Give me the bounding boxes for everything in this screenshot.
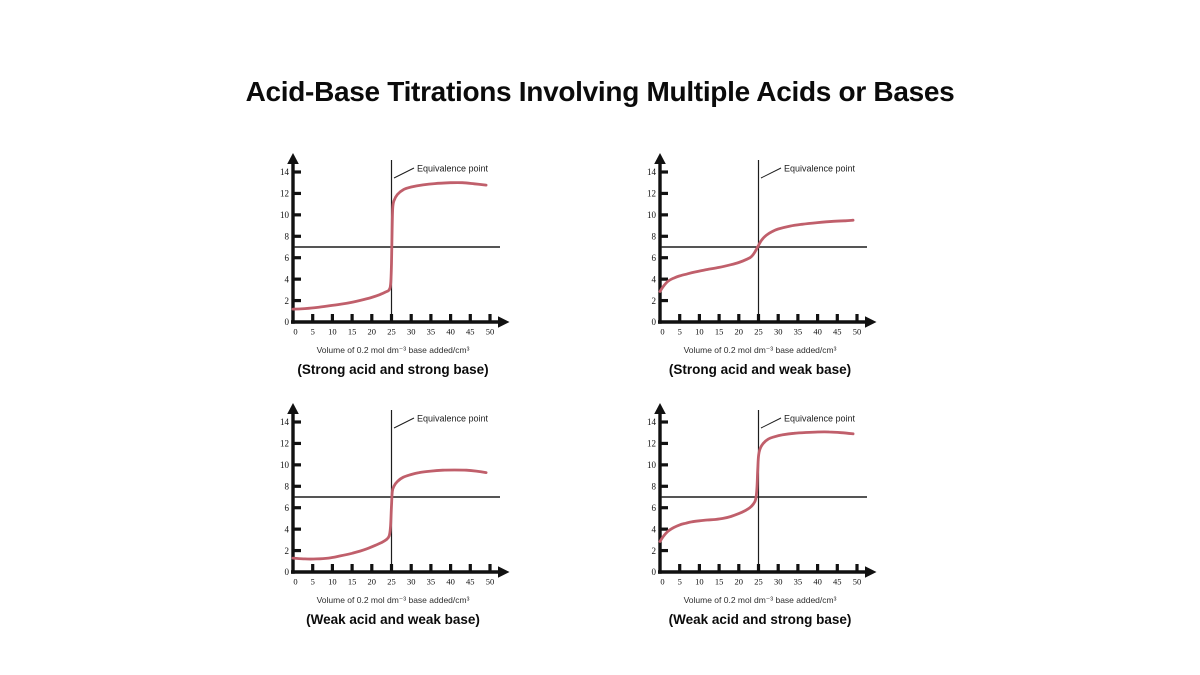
x-tick-label: 30	[406, 326, 416, 337]
chart-strong-acid-weak-base	[635, 152, 885, 402]
x-tick-label: 10	[328, 326, 337, 337]
y-tick	[660, 463, 668, 466]
x-tick	[331, 314, 334, 322]
x-tick-label: 5	[677, 326, 682, 337]
x-tick-label: 30	[406, 576, 416, 587]
y-axis-arrow-icon	[287, 403, 299, 414]
x-tick-label: 15	[347, 576, 357, 587]
x-tick	[796, 564, 799, 572]
x-tick	[836, 564, 839, 572]
titration-plot-strong-weak	[635, 152, 885, 344]
y-tick	[660, 528, 668, 531]
x-axis-arrow-icon	[865, 316, 877, 328]
equivalence-pointer-line	[761, 168, 781, 178]
equivalence-point-label: Equivalence point	[417, 163, 489, 174]
x-tick-label: 5	[310, 326, 315, 337]
x-tick	[331, 564, 334, 572]
y-tick-label: 4	[651, 274, 656, 285]
x-tick-label: 40	[446, 326, 455, 337]
equivalence-pointer-line	[761, 418, 781, 428]
x-tick-label: 45	[833, 326, 842, 337]
x-tick	[429, 314, 432, 322]
x-axis-arrow-icon	[498, 316, 510, 328]
y-tick	[293, 278, 301, 281]
x-tick	[390, 314, 393, 322]
x-tick-label: 15	[714, 326, 724, 337]
x-tick-label: 5	[677, 576, 682, 587]
x-tick-label: 20	[734, 326, 744, 337]
y-tick	[293, 549, 301, 552]
y-tick-label: 8	[651, 481, 656, 492]
y-tick-label: 6	[651, 252, 656, 263]
x-axis-label: Volume of 0.2 mol dm⁻³ base added/cm³	[683, 345, 837, 355]
x-tick-label: 35	[426, 576, 436, 587]
titration-curve	[660, 432, 853, 542]
x-tick	[370, 314, 373, 322]
chart-weak-acid-strong-base	[635, 402, 885, 652]
x-tick	[351, 314, 354, 322]
y-tick	[293, 442, 301, 445]
chart-strong-acid-strong-base	[268, 152, 518, 402]
x-tick-label: 0	[660, 326, 665, 337]
titration-plot-strong-strong	[268, 152, 518, 344]
x-tick-label: 20	[367, 326, 377, 337]
y-axis-arrow-icon	[654, 403, 666, 414]
y-tick-label: 4	[284, 524, 289, 535]
x-tick	[816, 564, 819, 572]
x-tick	[311, 314, 314, 322]
x-tick	[449, 314, 452, 322]
x-tick	[855, 564, 858, 572]
y-tick	[293, 528, 301, 531]
y-tick-label: 10	[280, 460, 289, 471]
x-tick	[737, 314, 740, 322]
equivalence-pointer-line	[394, 418, 414, 428]
chart-caption: (Strong acid and weak base)	[668, 362, 852, 377]
y-tick	[660, 299, 668, 302]
y-tick	[293, 463, 301, 466]
page-title: Acid-Base Titrations Involving Multiple Acids or Bases	[245, 76, 955, 107]
x-tick	[469, 314, 472, 322]
x-tick	[311, 564, 314, 572]
chart-caption: (Weak acid and weak base)	[306, 612, 480, 627]
x-tick-label: 40	[446, 576, 455, 587]
y-tick-label: 0	[651, 317, 656, 328]
y-tick-label: 6	[284, 502, 289, 513]
x-tick-label: 45	[833, 576, 842, 587]
y-tick-label: 0	[284, 567, 289, 578]
y-tick-label: 12	[647, 188, 656, 199]
x-tick	[449, 564, 452, 572]
y-tick-label: 6	[284, 252, 289, 263]
y-tick	[293, 420, 301, 423]
x-tick	[488, 564, 491, 572]
y-tick-label: 12	[647, 438, 656, 449]
y-tick	[660, 485, 668, 488]
x-tick-label: 45	[466, 326, 475, 337]
x-tick	[410, 314, 413, 322]
x-tick	[390, 564, 393, 572]
y-tick-label: 4	[651, 524, 656, 535]
y-tick-label: 6	[651, 502, 656, 513]
y-tick-label: 0	[284, 317, 289, 328]
y-tick	[660, 256, 668, 259]
x-tick	[737, 564, 740, 572]
x-tick	[777, 564, 780, 572]
x-tick-label: 50	[485, 326, 495, 337]
x-tick-label: 15	[347, 326, 357, 337]
y-tick-label: 2	[284, 295, 289, 306]
y-tick-label: 10	[647, 460, 656, 471]
y-tick-label: 8	[651, 231, 656, 242]
x-tick-label: 5	[310, 576, 315, 587]
y-tick	[660, 506, 668, 509]
x-tick	[370, 564, 373, 572]
y-tick	[660, 235, 668, 238]
y-tick	[660, 192, 668, 195]
x-tick	[429, 564, 432, 572]
x-tick-label: 40	[813, 576, 822, 587]
equivalence-pointer-line	[394, 168, 414, 178]
y-tick	[293, 256, 301, 259]
y-tick	[660, 170, 668, 173]
titration-curve	[660, 220, 853, 291]
x-tick	[757, 564, 760, 572]
y-tick	[660, 213, 668, 216]
x-tick-label: 50	[852, 576, 862, 587]
x-tick-label: 25	[387, 326, 396, 337]
y-tick-label: 0	[651, 567, 656, 578]
x-tick	[718, 564, 721, 572]
equivalence-point-label: Equivalence point	[784, 163, 856, 174]
x-tick-label: 30	[773, 576, 783, 587]
x-tick-label: 20	[734, 576, 744, 587]
y-tick	[293, 192, 301, 195]
x-axis-arrow-icon	[498, 566, 510, 578]
equivalence-point-label: Equivalence point	[784, 413, 856, 424]
x-tick	[777, 314, 780, 322]
chart-caption: (Weak acid and strong base)	[668, 612, 852, 627]
y-tick-label: 4	[284, 274, 289, 285]
x-tick	[698, 564, 701, 572]
titration-curve	[293, 183, 486, 310]
y-tick	[660, 549, 668, 552]
titration-plot-weak-weak	[268, 402, 518, 594]
y-tick-label: 14	[647, 167, 656, 178]
y-tick	[660, 420, 668, 423]
x-tick-label: 45	[466, 576, 475, 587]
y-tick	[660, 442, 668, 445]
y-tick	[293, 485, 301, 488]
y-tick-label: 12	[280, 438, 289, 449]
x-tick	[351, 564, 354, 572]
x-tick-label: 20	[367, 576, 377, 587]
y-tick	[293, 170, 301, 173]
y-tick	[660, 278, 668, 281]
x-tick	[718, 314, 721, 322]
x-tick	[698, 314, 701, 322]
y-tick	[293, 235, 301, 238]
x-tick	[796, 314, 799, 322]
x-tick	[855, 314, 858, 322]
x-tick-label: 0	[660, 576, 665, 587]
x-axis-label: Volume of 0.2 mol dm⁻³ base added/cm³	[316, 595, 470, 605]
x-axis-arrow-icon	[865, 566, 877, 578]
x-tick	[678, 314, 681, 322]
x-tick-label: 25	[387, 576, 396, 587]
y-tick-label: 2	[651, 295, 656, 306]
x-tick-label: 10	[695, 576, 704, 587]
x-tick-label: 15	[714, 576, 724, 587]
x-axis-label: Volume of 0.2 mol dm⁻³ base added/cm³	[683, 595, 837, 605]
y-tick-label: 12	[280, 188, 289, 199]
y-axis-arrow-icon	[287, 153, 299, 164]
x-tick-label: 0	[293, 576, 298, 587]
x-tick-label: 40	[813, 326, 822, 337]
x-tick	[410, 564, 413, 572]
x-tick	[816, 314, 819, 322]
y-tick-label: 2	[651, 545, 656, 556]
y-tick-label: 8	[284, 231, 289, 242]
titration-plot-weak-strong	[635, 402, 885, 594]
x-tick-label: 35	[793, 326, 803, 337]
x-axis-label: Volume of 0.2 mol dm⁻³ base added/cm³	[316, 345, 470, 355]
x-tick-label: 30	[773, 326, 783, 337]
x-tick-label: 35	[793, 576, 803, 587]
y-tick-label: 14	[647, 417, 656, 428]
x-tick-label: 0	[293, 326, 298, 337]
x-tick	[488, 314, 491, 322]
y-tick	[293, 506, 301, 509]
y-tick	[293, 299, 301, 302]
y-tick	[293, 213, 301, 216]
y-tick-label: 14	[280, 167, 289, 178]
x-tick-label: 10	[328, 576, 337, 587]
x-tick	[757, 314, 760, 322]
y-tick-label: 2	[284, 545, 289, 556]
y-tick-label: 14	[280, 417, 289, 428]
y-tick-label: 10	[647, 210, 656, 221]
x-tick-label: 25	[754, 576, 763, 587]
titration-curve	[293, 470, 486, 559]
x-tick-label: 50	[485, 576, 495, 587]
y-tick-label: 8	[284, 481, 289, 492]
y-axis-arrow-icon	[654, 153, 666, 164]
x-tick	[678, 564, 681, 572]
x-tick	[836, 314, 839, 322]
x-tick-label: 35	[426, 326, 436, 337]
x-tick-label: 10	[695, 326, 704, 337]
x-tick	[469, 564, 472, 572]
equivalence-point-label: Equivalence point	[417, 413, 489, 424]
chart-caption: (Strong acid and strong base)	[297, 362, 489, 377]
x-tick-label: 50	[852, 326, 862, 337]
x-tick-label: 25	[754, 326, 763, 337]
y-tick-label: 10	[280, 210, 289, 221]
chart-weak-acid-weak-base	[268, 402, 518, 652]
